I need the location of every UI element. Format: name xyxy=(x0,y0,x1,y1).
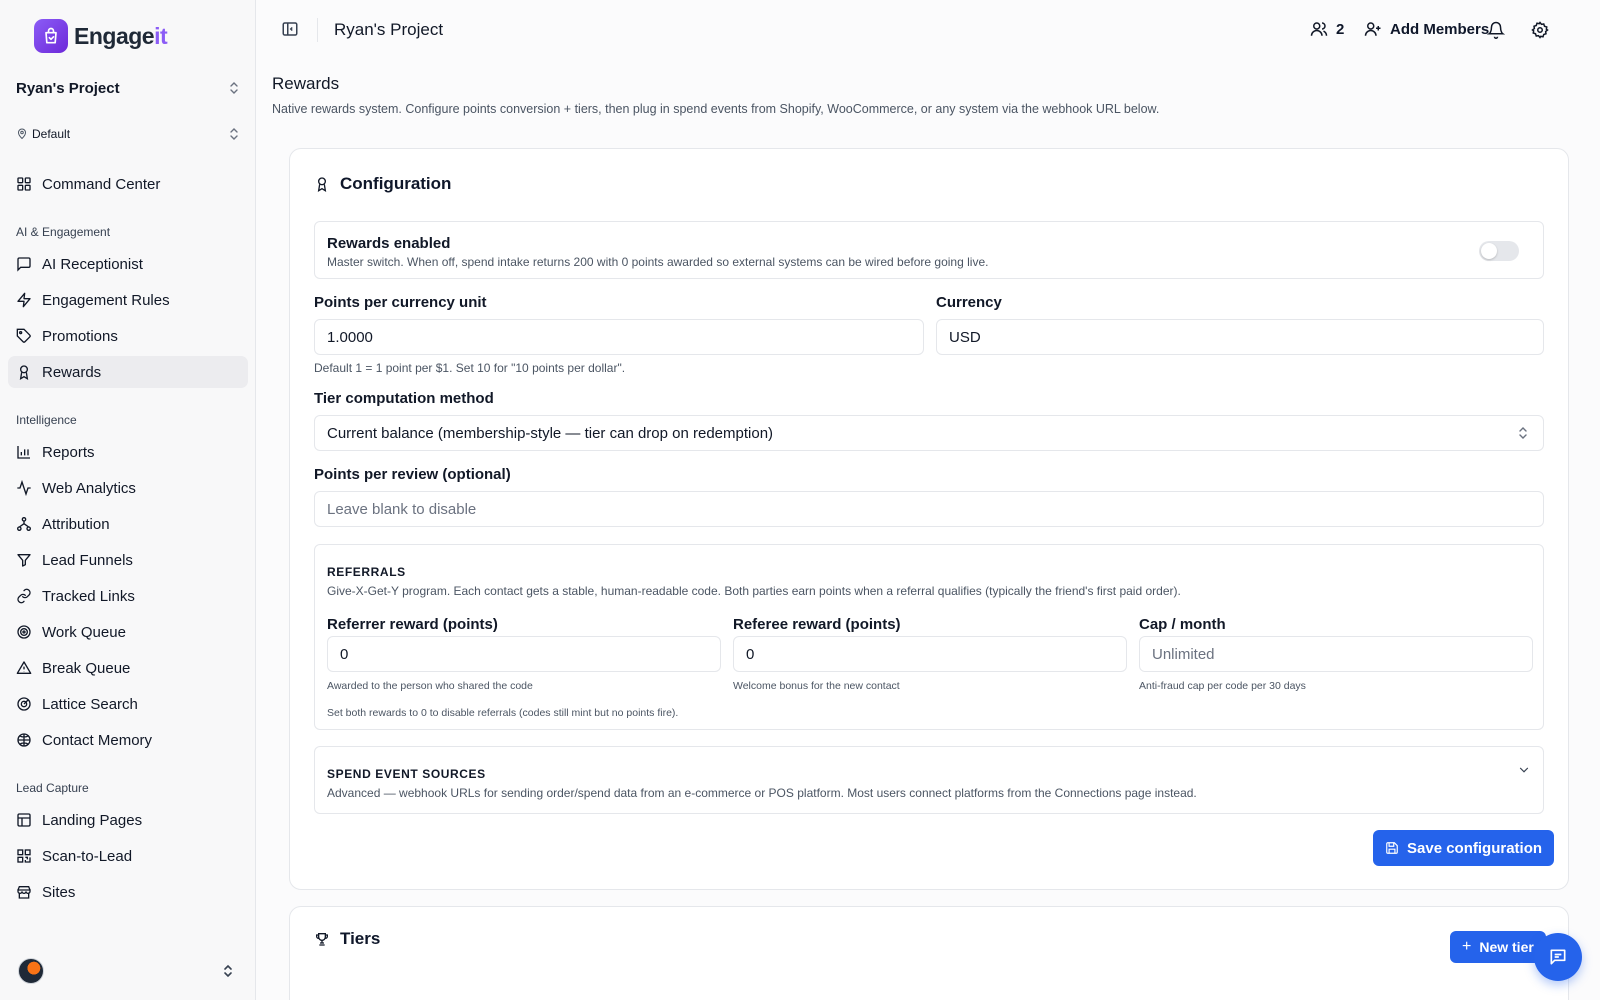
referee-input[interactable]: 0 xyxy=(733,636,1127,672)
sidebar-item-ai-receptionist[interactable] xyxy=(8,248,248,280)
trophy-icon xyxy=(314,931,330,947)
zap-icon xyxy=(16,292,32,308)
sidebar-item-sites[interactable] xyxy=(8,876,248,908)
cap-input[interactable]: Unlimited xyxy=(1139,636,1533,672)
referee-label: Referee reward (points) xyxy=(733,616,901,633)
grid-icon xyxy=(16,176,32,192)
chat-button[interactable] xyxy=(1534,933,1582,981)
tiers-card xyxy=(289,906,1569,1000)
sidebar-item-command-center[interactable] xyxy=(8,168,248,200)
cap-hint: Anti-fraud cap per code per 30 days xyxy=(1139,680,1306,692)
save-icon xyxy=(1385,841,1399,855)
target-icon xyxy=(16,624,32,640)
section-intelligence: Intelligence xyxy=(16,413,77,427)
card-title: Configuration xyxy=(314,174,451,194)
chevron-updown-icon xyxy=(1517,426,1529,440)
message-square-icon xyxy=(16,256,32,272)
spend-sources-heading: SPEND EVENT SOURCES xyxy=(327,767,486,781)
tier-method-value: Current balance (membership-style — tier can drop on redemption) xyxy=(327,424,774,442)
brain-icon xyxy=(16,732,32,748)
chevron-updown-icon xyxy=(222,964,234,978)
chat-icon xyxy=(1548,947,1568,967)
sidebar-item-label: Landing Pages xyxy=(42,811,143,829)
sidebar-item-tracked-links[interactable] xyxy=(8,580,248,612)
referrer-hint: Awarded to the person who shared the code xyxy=(327,680,533,692)
sidebar-item-promotions[interactable] xyxy=(8,320,248,352)
points-per-review-label: Points per review (optional) xyxy=(314,466,511,483)
sidebar-item-label: Sites xyxy=(42,883,76,901)
project-name: Ryan's Project xyxy=(16,79,120,97)
referrals-heading: REFERRALS xyxy=(327,565,406,579)
sidebar-item-reports[interactable] xyxy=(8,436,248,468)
section-ai-engagement: AI & Engagement xyxy=(16,225,111,239)
sidebar-item-label: Reports xyxy=(42,443,95,461)
sidebar-item-contact-memory[interactable] xyxy=(8,724,248,756)
logo[interactable] xyxy=(34,19,167,53)
referrer-input[interactable]: 0 xyxy=(327,636,721,672)
users-icon xyxy=(1310,20,1328,38)
logo-icon xyxy=(34,19,68,53)
sidebar-item-label: Promotions xyxy=(42,327,118,345)
rewards-enabled-toggle[interactable] xyxy=(1479,241,1519,261)
network-icon xyxy=(16,516,32,532)
bell-icon[interactable] xyxy=(1487,21,1505,39)
referrals-footnote: Set both rewards to 0 to disable referrals (codes still mint but no points fire). xyxy=(327,707,679,719)
new-tier-label: New tier xyxy=(1479,939,1534,955)
card-title: Tiers xyxy=(314,929,380,949)
cap-label: Cap / month xyxy=(1139,616,1226,633)
sidebar-item-lead-funnels[interactable] xyxy=(8,544,248,576)
referrals-description: Give-X-Get-Y program. Each contact gets a stable, human-readable code. Both parties earn points when a referral qualifies (typically the friend's first paid order). xyxy=(327,584,1181,598)
new-tier-button[interactable] xyxy=(1450,931,1546,963)
sidebar-item-web-analytics[interactable] xyxy=(8,472,248,504)
referrals-section xyxy=(314,544,1544,730)
chevron-down-icon[interactable] xyxy=(1517,763,1531,777)
add-members-label: Add Members xyxy=(1390,20,1490,38)
sidebar-item-rewards[interactable] xyxy=(8,356,248,388)
location-switcher[interactable] xyxy=(16,124,240,144)
topbar xyxy=(256,0,1600,60)
location-name: Default xyxy=(32,127,71,141)
plus-icon: + xyxy=(1462,938,1472,955)
referrer-label: Referrer reward (points) xyxy=(327,616,498,633)
avatar xyxy=(18,958,44,984)
sidebar-item-lattice-search[interactable] xyxy=(8,688,248,720)
add-members-button[interactable] xyxy=(1364,20,1489,38)
filter-icon xyxy=(16,552,32,568)
award-icon xyxy=(16,364,32,380)
currency-input[interactable]: USD xyxy=(936,319,1544,355)
rewards-enabled-description: Master switch. When off, spend intake returns 200 with 0 points awarded so external systems can be wired before going live. xyxy=(327,255,989,269)
spend-sources-section[interactable] xyxy=(314,746,1544,814)
bar-chart-icon xyxy=(16,444,32,460)
sidebar-item-landing-pages[interactable] xyxy=(8,804,248,836)
spend-sources-description: Advanced — webhook URLs for sending order/spend data from an e-commerce or POS platform. Most users connect platforms from the Connections page instead. xyxy=(327,786,1197,800)
qr-code-icon xyxy=(16,848,32,864)
sidebar-nav-ai xyxy=(8,248,248,392)
gear-icon[interactable] xyxy=(1531,21,1549,39)
points-per-unit-input[interactable]: 1.0000 xyxy=(314,319,924,355)
sidebar-item-label: Contact Memory xyxy=(42,731,153,749)
rewards-enabled-label: Rewards enabled xyxy=(327,235,451,252)
sidebar-item-label: Lead Funnels xyxy=(42,551,133,569)
map-pin-icon xyxy=(16,128,28,140)
activity-icon xyxy=(16,480,32,496)
sidebar-item-label: Tracked Links xyxy=(42,587,135,605)
sidebar-item-label: Attribution xyxy=(42,515,110,533)
radar-icon xyxy=(16,696,32,712)
sidebar-nav-lead-capture xyxy=(8,804,248,912)
sidebar-item-engagement-rules[interactable] xyxy=(8,284,248,316)
sidebar-item-label: Engagement Rules xyxy=(42,291,170,309)
store-icon xyxy=(16,884,32,900)
save-configuration-label: Save configuration xyxy=(1407,839,1543,857)
sidebar-item-label: AI Receptionist xyxy=(42,255,143,273)
sidebar-toggle-icon[interactable] xyxy=(281,20,299,38)
points-per-review-input[interactable]: Leave blank to disable xyxy=(314,491,1544,527)
currency-label: Currency xyxy=(936,294,1002,311)
save-configuration-button[interactable] xyxy=(1373,830,1554,866)
sidebar-item-label: Rewards xyxy=(42,363,102,381)
project-switcher[interactable] xyxy=(16,77,240,99)
sidebar-item-attribution[interactable] xyxy=(8,508,248,540)
alert-triangle-icon xyxy=(16,660,32,676)
header-title: Ryan's Project xyxy=(334,20,444,39)
chevron-updown-icon xyxy=(228,81,240,95)
divider xyxy=(317,18,318,42)
configuration-card xyxy=(289,148,1569,890)
sidebar-item-work-queue[interactable] xyxy=(8,616,248,648)
sidebar-item-label: Work Queue xyxy=(42,623,126,641)
award-icon xyxy=(314,176,330,192)
sidebar-item-scan-to-lead[interactable] xyxy=(8,840,248,872)
sidebar-nav-intelligence xyxy=(8,436,248,760)
sidebar-item-label: Lattice Search xyxy=(42,695,138,713)
sidebar-item-label: Web Analytics xyxy=(42,479,136,497)
points-per-unit-label: Points per currency unit xyxy=(314,294,487,311)
user-plus-icon xyxy=(1364,20,1382,38)
sidebar-item-label: Break Queue xyxy=(42,659,131,677)
page-title: Rewards xyxy=(272,74,340,93)
user-menu[interactable] xyxy=(18,958,234,984)
sidebar-item-label: Command Center xyxy=(42,175,161,193)
layout-icon xyxy=(16,812,32,828)
sidebar xyxy=(0,0,256,1000)
sidebar-nav-top xyxy=(8,168,248,204)
tier-method-select[interactable] xyxy=(314,415,1544,451)
tag-icon xyxy=(16,328,32,344)
chevron-updown-icon xyxy=(228,127,240,141)
tier-method-label: Tier computation method xyxy=(314,390,494,407)
page-subtitle: Native rewards system. Configure points conversion + tiers, then plug in spend events from Shopify, WooCommerce, or any system via the webhook URL below. xyxy=(272,102,1160,116)
logo-text: Engageit xyxy=(74,22,168,49)
member-count: 2 xyxy=(1336,20,1345,38)
points-per-unit-hint: Default 1 = 1 point per $1. Set 10 for "10 points per dollar". xyxy=(314,361,626,375)
section-lead-capture: Lead Capture xyxy=(16,781,89,795)
referee-hint: Welcome bonus for the new contact xyxy=(733,680,900,692)
link-icon xyxy=(16,588,32,604)
members-button[interactable] xyxy=(1310,20,1344,38)
sidebar-item-break-queue[interactable] xyxy=(8,652,248,684)
rewards-enabled-row xyxy=(314,221,1544,279)
sidebar-item-label: Scan-to-Lead xyxy=(42,847,133,865)
